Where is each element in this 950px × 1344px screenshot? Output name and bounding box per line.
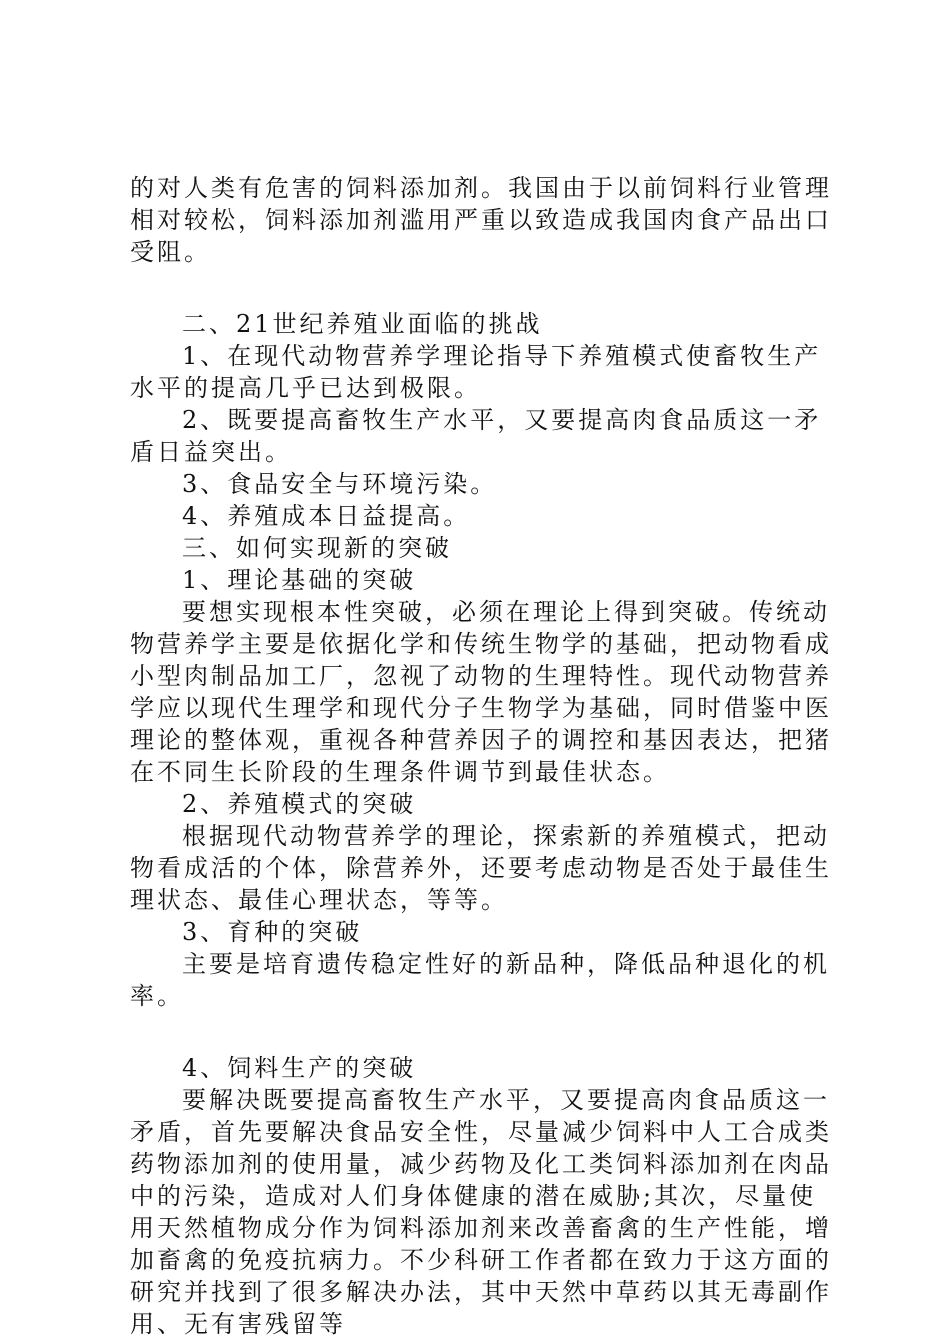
paragraph-continuation: 的对人类有危害的饲料添加剂。我国由于以前饲料行业管理相对较松，饲料添加剂滥用严重以致造成我国肉食产品出口受阻。 — [130, 174, 832, 266]
challenge-item-2: 2、既要提高畜牧生产水平，又要提高肉食品质这一矛盾日益突出。 — [130, 406, 822, 466]
subheading-breeding-mode: 2、养殖模式的突破 — [182, 790, 417, 818]
paragraph-breeding-mode: 根据现代动物营养学的理论，探索新的养殖模式，把动物看成活的个体，除营养外，还要考虑动物是否处于最佳生理状态、最佳心理状态，等等。 — [130, 822, 832, 914]
document-body — [130, 172, 840, 1340]
section-heading-breakthrough: 三、如何实现新的突破 — [182, 534, 452, 562]
subheading-feed-production: 4、饲料生产的突破 — [182, 1054, 417, 1082]
subheading-theory: 1、理论基础的突破 — [182, 566, 417, 594]
paragraph-feed-production: 要解决既要提高畜牧生产水平，又要提高肉食品质这一矛盾，首先要解决食品安全性，尽量减少饲料中人工合成类药物添加剂的使用量，减少药物及化工类饲料添加剂在肉品中的污染，造成对人们身体健康的潜在威胁;其次，尽量使用天然植物成分作为饲料添加剂来改善畜禽的生产性能，增加畜禽的免疫抗病力。不少科研工作者都在致力于这方面的研究并找到了很多解决办法，其中天然中草药以其无毒副作用、无有害残留等 — [130, 1086, 832, 1338]
challenge-item-4: 4、养殖成本日益提高。 — [182, 502, 471, 530]
paragraph-theory: 要想实现根本性突破，必须在理论上得到突破。传统动物营养学主要是依据化学和传统生物学的基础，把动物看成小型肉制品加工厂，忽视了动物的生理特性。现代动物营养学应以现代生理学和现代分子生物学为基础，同时借鉴中医理论的整体观，重视各种营养因子的调控和基因表达，把猪在不同生长阶段的生理条件调节到最佳状态。 — [130, 598, 832, 786]
paragraph-breeding: 主要是培育遗传稳定性好的新品种，降低品种退化的机率。 — [130, 950, 830, 1010]
subheading-breeding: 3、育种的突破 — [182, 918, 363, 946]
challenge-item-1: 1、在现代动物营养学理论指导下养殖模式使畜牧生产水平的提高几乎已达到极限。 — [130, 342, 822, 402]
section-heading-challenges: 二、21世纪养殖业面临的挑战 — [182, 310, 543, 338]
challenge-item-3: 3、食品安全与环境污染。 — [182, 470, 498, 498]
